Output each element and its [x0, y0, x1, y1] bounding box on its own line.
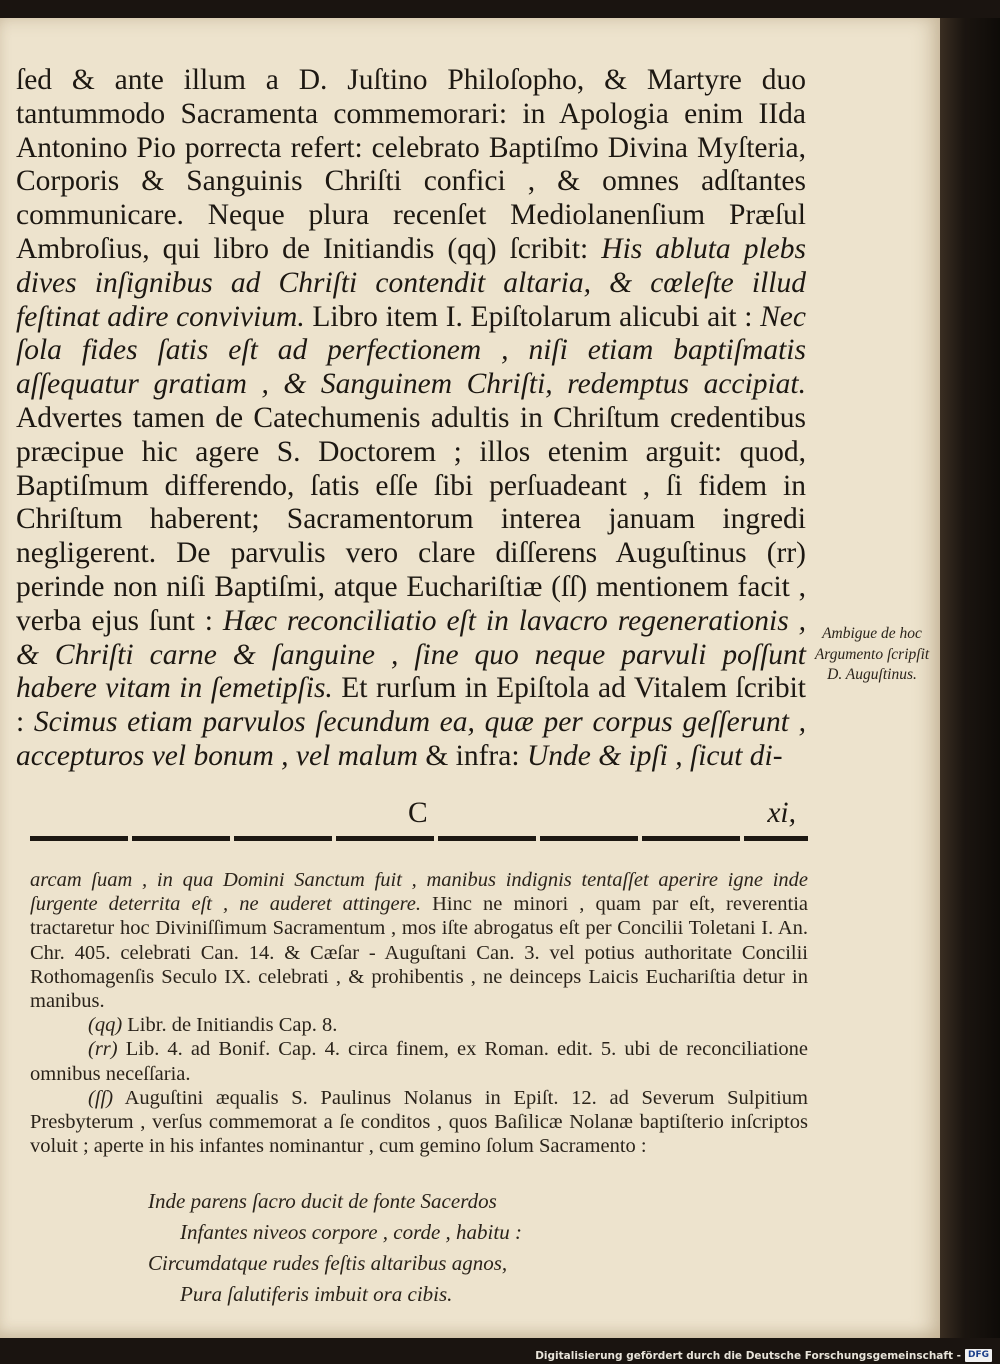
dfg-logo: DFG	[965, 1349, 992, 1362]
quotation-augustine-3: Unde & ipſi , ſicut di-	[526, 739, 783, 772]
footnote-qq	[30, 1013, 808, 1037]
quotation-augustine-1: Hæc reconciliatio eſt in lavacro regenerationis , & Chriſti carne & ſanguine , ſine quo neque parvuli poſſunt habere vitam in ſemetipſis.	[16, 604, 807, 705]
verse-line: Infantes niveos corpore , corde , habitu :	[180, 1220, 522, 1244]
catchword: xi,	[767, 797, 796, 829]
footnote-marker: (ſſ)	[88, 1086, 114, 1109]
signature-mark: C	[408, 797, 428, 829]
footnote-text: Hinc ne minori , quam par eſt, reverentia tractaretur hoc Diviniſſimum Sacramentum , mos iſte abrogatus eſt per Concilii Toletani I. An. Chr. 405. celebrati Can. 14. & Cæſar - Auguſtani Can. 3. vel potius authoritate Concilii Rothomagenſis Seculo IX. celebrati , & prohibentis , ne deinceps Laicis Euchariſtia detur in manibus.	[30, 893, 808, 1013]
quotation-ambrose-1: His abluta plebs dives inſignibus ad Chriſti contendit altaria, & cœleſte illud feſtinat adire convivium.	[16, 232, 806, 333]
verse-block	[148, 1186, 708, 1310]
text-run: Libro item I. Epiſtolarum alicubi ait :	[304, 300, 761, 333]
main-paragraph	[16, 64, 806, 774]
footnote-continuation	[30, 868, 808, 1013]
footnote-ss	[30, 1086, 808, 1159]
footnote-text: Lib. 4. ad Bonif. Cap. 4. circa finem, ex Roman. edit. 5. ubi de reconciliatione omnibus neceſſaria.	[30, 1038, 808, 1085]
verse-line: Pura ſalutiferis imbuit ora cibis.	[180, 1282, 453, 1306]
main-text	[16, 64, 807, 829]
page-edge	[940, 18, 1000, 1338]
verse-line: Inde parens ſacro ducit de fonte Sacerdos	[148, 1189, 497, 1213]
quotation-ambrose-2: Nec ſola fides ſatis eſt ad perfectionem , niſi etiam baptiſmatis aſſequatur gratiam , & Sanguinem Chriſti, redemptus accipiat.	[16, 300, 806, 401]
footnote-text: Auguſtini æqualis S. Paulinus Nolanus in Epiſt. 12. ad Severum Sulpitium Presbyterum , verſus commemorat a ſe conditos , quos Baſilicæ Nolanæ baptiſterio inſcriptos voluit ; aperte in his infantes nominantur , cum gemino ſolum Sacramento :	[30, 1086, 808, 1158]
text-run: Advertes tamen de Catechumenis adultis in Chriſtum credentibus præcipue hic agere S. Doctorem ; illos etenim arguit: quod, Baptiſmum differendo, ſatis eſſe ſibi perſuadeant , ſi fidem in Chriſtum haberent; Sacramentorum interea januam ingredi negligerent. De parvulis vero clare diſſerens Auguſtinus (rr) perinde non niſi Baptiſmi, atque Euchariſtiæ (ſſ) mentionem facit , verba ejus ſunt :	[16, 401, 806, 637]
footnote-rr	[30, 1037, 808, 1085]
footnote-marker: (rr)	[88, 1038, 118, 1061]
funding-footer	[535, 1349, 992, 1362]
margin-note: Ambigue de hoc Argumento ſcripſit D. Auguſtinus.	[814, 625, 930, 683]
quotation-augustine-2: Scimus etiam parvulos ſecundum ea, quæ per corpus geſſerunt , accepturos vel bonum , vel malum	[16, 706, 807, 772]
funding-text: Digitalisierung gefördert durch die Deutsche Forschungsgemeinschaft -	[535, 1349, 961, 1362]
footnotes	[30, 868, 808, 1158]
text-run: ſed & ante illum a D. Juſtino Philoſopho, & Martyre duo tantummodo Sacramenta commemorari: in Apologia enim IIda Antonino Pio porrecta refert: celebrato Baptiſmo Divina Myſteria, Corporis & Sanguinis Chriſti confici , & omnes adſtantes communicare. Neque plura recenſet Mediolanenſium Præſul Ambroſius, qui libro de Initiandis (qq) ſcribit:	[16, 64, 806, 265]
text-run: & infra:	[417, 739, 527, 772]
book-page	[0, 18, 940, 1338]
footnote-marker: (qq)	[88, 1014, 123, 1037]
footnote-italic: arcam ſuam , in qua Domini Sanctum fuit , manibus indignis tentaſſet aperire igne inde ſurgente deterrita eſt , ne auderet attingere.	[30, 869, 808, 916]
text-run: Et rurſum in Epiſtola ad Vitalem ſcribit :	[16, 672, 806, 739]
verse-line: Circumdatque rudes feſtis altaribus agnos,	[148, 1251, 508, 1275]
footnote-text: Libr. de Initiandis Cap. 8.	[122, 1014, 338, 1037]
footnote-rule	[30, 836, 808, 841]
